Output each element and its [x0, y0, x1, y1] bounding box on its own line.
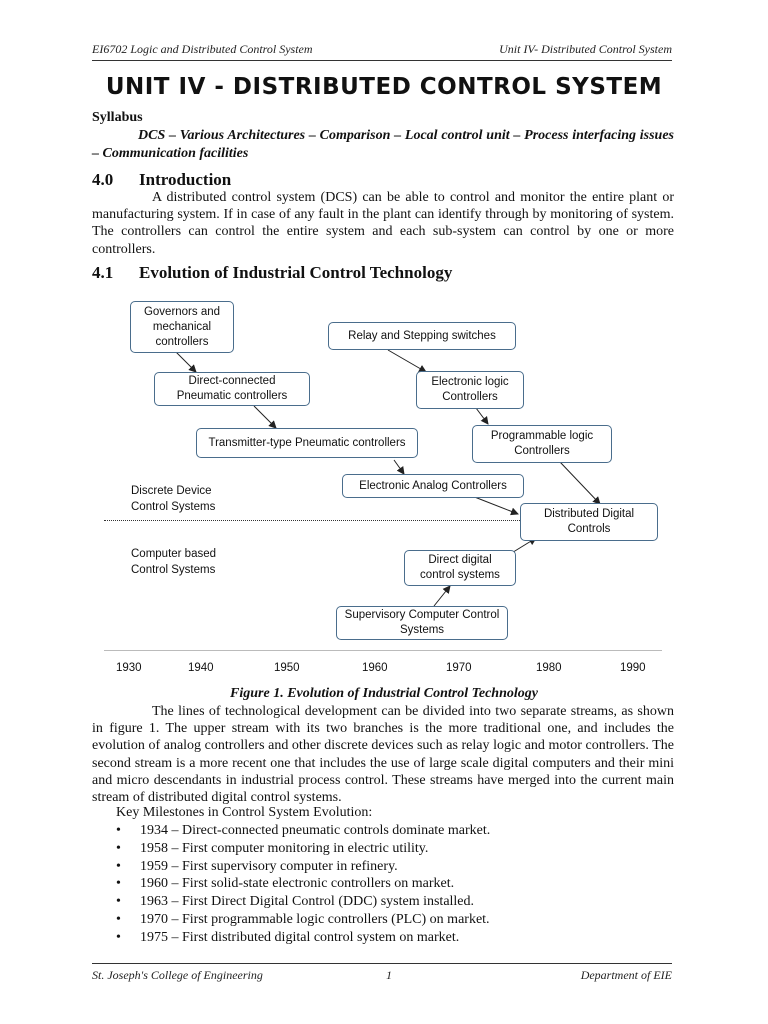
stream-divider	[104, 520, 520, 521]
box-relay-switches: Relay and Stepping switches	[328, 322, 516, 350]
label-discrete-systems: Discrete Device Control Systems	[131, 485, 216, 513]
list-item	[116, 911, 490, 929]
box-ddc: Direct digital control systems	[404, 550, 516, 586]
year-tick: 1980	[536, 662, 562, 674]
page-title: UNIT IV - DISTRIBUTED CONTROL SYSTEM	[105, 74, 663, 100]
box-electronic-analog: Electronic Analog Controllers	[342, 474, 524, 498]
arrow-supervisory-to-ddc	[434, 586, 450, 606]
year-tick: 1950	[274, 662, 300, 674]
section-heading-evolution	[92, 263, 452, 283]
arrow-plc-to-dcs	[560, 462, 600, 504]
arrow-pneumatic-to-transmitter	[254, 406, 276, 428]
bullet-icon: •	[116, 894, 121, 910]
arrow-transmitter-to-analog	[394, 460, 404, 474]
list-item	[116, 893, 490, 911]
box-supervisory: Supervisory Computer Control Systems	[336, 606, 508, 640]
section-title: Evolution of Industrial Control Technology	[139, 263, 453, 282]
syllabus-label: Syllabus	[92, 110, 143, 125]
intro-paragraph: A distributed control system (DCS) can be able to control and monitor the entire plant or manufacturing system. If in case of any fault in the plant can identify through by monitoring of system. The controllers can control the entire system and each sub-system can control by one or more controllers.	[92, 190, 674, 257]
list-item	[116, 822, 490, 840]
list-item	[116, 840, 490, 858]
label-computer-systems: Computer based Control Systems	[131, 548, 217, 576]
arrow-relay-to-logic	[388, 350, 426, 372]
list-item	[116, 929, 490, 947]
milestone-text: 1959 – First supervisory computer in refinery.	[140, 858, 398, 874]
header-left: EI6702 Logic and Distributed Control System	[92, 42, 313, 56]
section-number: 4.0	[92, 170, 114, 189]
figure-caption: Figure 1. Evolution of Industrial Control Technology	[230, 686, 538, 701]
bullet-icon: •	[116, 876, 121, 892]
footer-right: Department of EIE	[580, 968, 672, 982]
milestone-text: 1934 – Direct-connected pneumatic controls dominate market.	[140, 823, 491, 838]
box-governors: Governors and mechanical controllers	[130, 301, 234, 353]
box-dcs: Distributed Digital Controls	[520, 503, 658, 541]
milestone-text: 1958 – First computer monitoring in electric utility.	[140, 840, 429, 856]
year-tick: 1940	[188, 662, 214, 674]
milestone-text: 1960 – First solid-state electronic controllers on market.	[140, 876, 455, 892]
bullet-icon: •	[116, 911, 121, 927]
page-number: 1	[386, 968, 392, 982]
milestones-list	[116, 822, 490, 947]
year-tick: 1930	[116, 662, 142, 674]
milestone-text: 1970 – First programmable logic controllers (PLC) on market.	[140, 911, 490, 927]
section-title: Introduction	[139, 170, 232, 189]
header-right: Unit IV- Distributed Control System	[499, 42, 672, 56]
milestone-text: 1963 – First Direct Digital Control (DDC) system installed.	[140, 894, 475, 910]
arrow-analog-to-dcs	[472, 496, 518, 514]
syllabus-text: DCS – Various Architectures – Comparison – Local control unit – Process interfacing issues – Communication facilities	[92, 128, 674, 161]
year-tick: 1970	[446, 662, 472, 674]
list-item	[116, 858, 490, 876]
footer-rule	[92, 963, 672, 964]
body-paragraph: The lines of technological development can be divided into two separate streams, as shown in figure 1. The upper stream with its two branches is the more traditional one, and includes the evolution of analog controllers and other discrete devices such as relay logic and motor controllers. The second stream is a more recent one that includes the use of large scale digital computers and their mini and micro descendants in industrial process control. These streams have merged into the current main stream of distributed digital control systems.	[92, 704, 674, 806]
arrow-governors-to-pneumatic	[176, 352, 196, 372]
box-plc: Programmable logic Controllers	[472, 425, 612, 463]
evolution-figure	[104, 292, 664, 682]
section-heading-intro	[92, 170, 231, 190]
box-direct-pneumatic: Direct-connected Pneumatic controllers	[154, 372, 310, 406]
year-tick: 1960	[362, 662, 388, 674]
arrow-logic-to-plc	[476, 408, 488, 424]
box-electronic-logic: Electronic logic Controllers	[416, 371, 524, 409]
milestones-title: Key Milestones in Control System Evolution:	[116, 805, 373, 820]
header-rule	[92, 60, 672, 61]
list-item	[116, 875, 490, 893]
year-tick: 1990	[620, 662, 646, 674]
timeline-axis	[104, 650, 662, 651]
section-number: 4.1	[92, 263, 114, 282]
bullet-icon: •	[116, 840, 121, 856]
bullet-icon: •	[116, 929, 121, 945]
bullet-icon: •	[116, 823, 121, 838]
bullet-icon: •	[116, 858, 121, 874]
footer-left: St. Joseph's College of Engineering	[92, 968, 263, 982]
milestone-text: 1975 – First distributed digital control system on market.	[140, 929, 460, 945]
box-transmitter-pneumatic: Transmitter-type Pneumatic controllers	[196, 428, 418, 458]
